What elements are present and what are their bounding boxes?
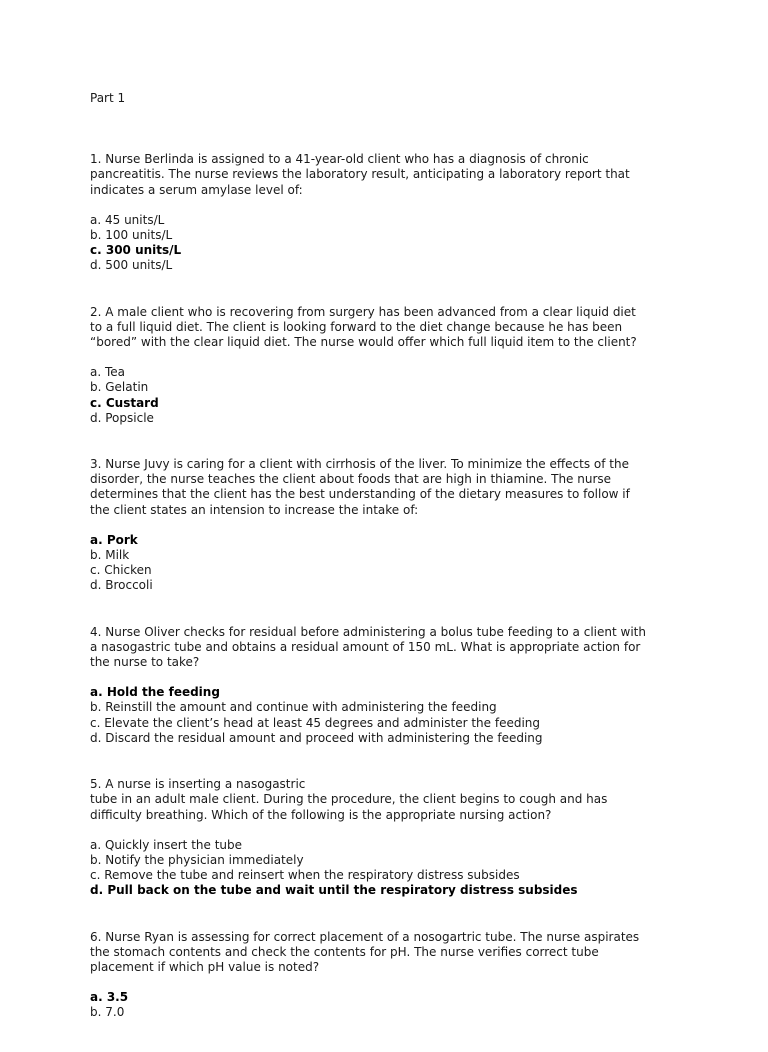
question-stem xyxy=(90,777,690,823)
answer-options xyxy=(90,685,690,746)
question-stem xyxy=(90,305,690,351)
question-stem xyxy=(90,930,690,976)
answer-option: b. Reinstill the amount and continue with administering the feeding xyxy=(90,700,497,715)
question-4 xyxy=(90,625,690,746)
answer-option: b. 100 units/L xyxy=(90,228,173,243)
question-5 xyxy=(90,777,690,898)
answer-option: b. Gelatin xyxy=(90,380,149,395)
answer-option-correct: d. Pull back on the tube and wait until the respiratory distress subsides xyxy=(90,883,578,898)
answer-option: b. Notify the physician immediately xyxy=(90,852,304,867)
answer-option: b. 7.0 xyxy=(90,1005,125,1020)
question-stem-line: 6. Nurse Ryan is assessing for correct placement of a nosogartric tube. The nurse aspirates xyxy=(90,929,640,944)
question-stem-line: a nasogastric tube and obtains a residual amount of 150 mL. What is appropriate action for xyxy=(90,639,641,654)
question-stem xyxy=(90,152,690,198)
question-3 xyxy=(90,457,690,594)
document-page xyxy=(90,91,690,1052)
question-stem-line: 5. A nurse is inserting a nasogastric xyxy=(90,777,306,792)
answer-option: c. Remove the tube and reinsert when the respiratory distress subsides xyxy=(90,868,520,883)
answer-option: d. Popsicle xyxy=(90,410,154,425)
question-stem-line: disorder, the nurse teaches the client about foods that are high in thiamine. The nurse xyxy=(90,472,612,487)
question-2 xyxy=(90,305,690,426)
question-stem-line: 4. Nurse Oliver checks for residual before administering a bolus tube feeding to a client with xyxy=(90,624,646,639)
answer-option: a. 45 units/L xyxy=(90,212,165,227)
question-stem-line: pancreatitis. The nurse reviews the laboratory result, anticipating a laboratory report that xyxy=(90,167,630,182)
question-stem-line: “bored” with the clear liquid diet. The nurse would offer which full liquid item to the client? xyxy=(90,335,637,350)
answer-options xyxy=(90,365,690,426)
question-6 xyxy=(90,930,690,1021)
question-stem-line: indicates a serum amylase level of: xyxy=(90,182,303,197)
answer-options xyxy=(90,213,690,274)
answer-options xyxy=(90,838,690,899)
question-stem-line: tube in an adult male client. During the procedure, the client begins to cough and has xyxy=(90,792,608,807)
answer-options xyxy=(90,533,690,594)
part-heading: Part 1 xyxy=(90,91,126,105)
answer-option: c. Chicken xyxy=(90,563,152,578)
question-stem-line: 2. A male client who is recovering from surgery has been advanced from a clear liquid diet xyxy=(90,304,636,319)
answer-option: c. Elevate the client’s head at least 45 degrees and administer the feeding xyxy=(90,715,541,730)
answer-option: d. 500 units/L xyxy=(90,258,173,273)
answer-option: b. Milk xyxy=(90,548,130,563)
question-stem-line: the stomach contents and check the contents for pH. The nurse verifies correct tube xyxy=(90,944,599,959)
answer-option: a. Tea xyxy=(90,365,126,380)
answer-option: a. Quickly insert the tube xyxy=(90,837,243,852)
question-stem xyxy=(90,457,690,518)
question-1 xyxy=(90,152,690,273)
question-stem-line: to a full liquid diet. The client is looking forward to the diet change because he has been xyxy=(90,319,623,334)
question-stem-line: 3. Nurse Juvy is caring for a client with cirrhosis of the liver. To minimize the effects of the xyxy=(90,457,629,472)
answer-option-correct: a. 3.5 xyxy=(90,990,129,1005)
answer-option-correct: a. Hold the feeding xyxy=(90,685,220,700)
question-stem-line: the client states an intension to increase the intake of: xyxy=(90,502,419,517)
answer-option: d. Broccoli xyxy=(90,578,153,593)
question-stem-line: difficulty breathing. Which of the following is the appropriate nursing action? xyxy=(90,807,552,822)
question-stem-line: determines that the client has the best understanding of the dietary measures to follow if xyxy=(90,487,630,502)
answer-option-correct: c. 300 units/L xyxy=(90,243,182,258)
answer-option: d. Discard the residual amount and proceed with administering the feeding xyxy=(90,730,543,745)
question-stem xyxy=(90,625,690,671)
question-stem-line: the nurse to take? xyxy=(90,655,200,670)
question-list xyxy=(90,152,690,1020)
answer-option-correct: a. Pork xyxy=(90,532,138,547)
question-stem-line: placement if which pH value is noted? xyxy=(90,959,320,974)
question-stem-line: 1. Nurse Berlinda is assigned to a 41-year-old client who has a diagnosis of chronic xyxy=(90,152,589,167)
answer-options xyxy=(90,990,690,1020)
answer-option-correct: c. Custard xyxy=(90,395,159,410)
